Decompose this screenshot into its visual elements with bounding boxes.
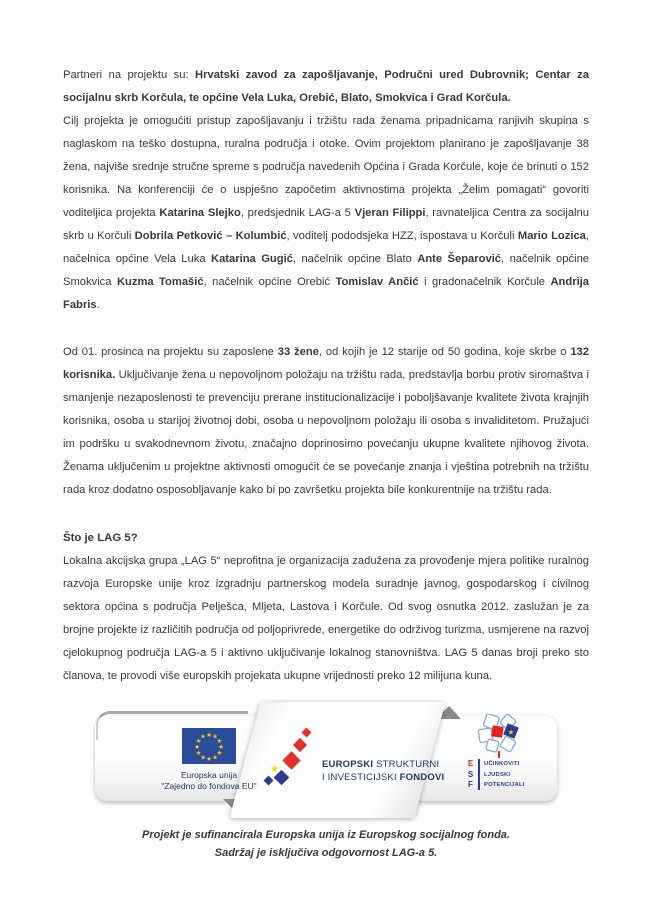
esif-text-bold1: EUROPSKI — [322, 759, 374, 770]
esf-flower-icon — [477, 714, 523, 758]
text-run: , načelnik općine Smokvica — [63, 253, 590, 288]
svg-text:★: ★ — [200, 732, 206, 741]
logo-banner — [95, 702, 557, 818]
esif-logo — [260, 716, 465, 806]
footer-disclaimer-line2: Sadržaj je isključiva odgovornost LAG-a 5. — [214, 847, 438, 859]
esf-word-3: POTENCIJALI — [484, 782, 525, 788]
svg-text:★: ★ — [218, 743, 224, 751]
svg-text:★: ★ — [216, 749, 223, 757]
esf-letters — [465, 759, 476, 791]
svg-text:★: ★ — [195, 749, 202, 757]
paragraph-employment — [63, 341, 589, 502]
text-run: Kuzma Tomašić — [116, 276, 204, 288]
document-body — [63, 64, 589, 688]
esf-words — [484, 759, 525, 791]
eu-flag-icon — [182, 728, 236, 764]
paragraph-lag5-description — [63, 550, 589, 688]
star-icon: ★ — [270, 764, 279, 775]
text-run: , ravnateljica Centra za socijalnu skrb u Korčuli — [63, 207, 589, 242]
text-run: Cilj projekta je omogućiti pristup zapošljavanju i tržištu rada ženama pripadnicama ranjivih skupina s naglaskom na teško dostupna, ruralna područja i otoke. Ovim projektom planirano je zapošljavanje 38 žena, najviše srednje stručne spreme s područja navedenih Općina i Grada Korčule, koje će brinuti o 152 korisnika. Na konferenciji će o uspješno započetim aktivnostima projekta „Želim pomagati“ govoriti voditeljica projekta — [63, 115, 589, 219]
text-run: Lokalna akcijska grupa „LAG 5“ neprofitna je organizacija zadužena za provođenje mjera politike ruralnog razvoja Europske unije kroz izgradnju partnerskog modela suradnje javnog, gospodarskog i civilnog sektora općina s područja Pelješca, Mljeta, Lastova i Korčule. Od svog osnutka 2012. zaslužan je za brojne projekte iz različitih područja od poljoprivrede, energetike do održivog turizma, usmjerene na razvoj cjelokupnog područja LAG-a 5 i aktivno uključivanje lokalnog stanovništva. LAG 5 danas broji preko sto članova, te provodi više europskih projekata ukupne vrijednosti preko 12 milijuna kuna. — [63, 555, 589, 682]
footer-disclaimer — [63, 826, 589, 862]
esf-text-row — [465, 759, 561, 791]
esf-word-1: UČINKOVITI — [484, 761, 520, 767]
svg-text:★: ★ — [200, 753, 206, 762]
esf-letter-s: S — [467, 769, 474, 779]
svg-text:★: ★ — [195, 737, 202, 745]
banner-content — [95, 702, 557, 818]
text-run: i gradonačelnik Korčule — [418, 276, 551, 288]
svg-text:★: ★ — [206, 755, 212, 763]
eu-logo-caption-line1: Europska unija — [180, 769, 238, 780]
esf-divider — [478, 759, 480, 790]
text-run: Mario Lozica — [517, 230, 586, 242]
text-run: Hrvatski zavod za zapošljavanje, Područni ured Dubrovnik; Centar za socijalnu skrb Korčula, te općine Vela Luka, Orebić, Blato, Smokvica i Grad Korčula. — [63, 69, 589, 104]
paragraph-project-goal — [63, 110, 589, 317]
esif-diamonds-icon — [262, 726, 317, 798]
svg-text:★: ★ — [212, 753, 218, 762]
esf-letter-e: E — [467, 759, 474, 768]
text-run: Uključivanje žena u nepovoljnom položaju na tržištu rada, predstavlja borbu protiv siromaštva i smanjenje nezaposlenosti te prevenciju prerane institucionalizacije i poboljšavanje kvalitete života krajnjih korisnika, osoba u starijoj životnoj dobi, osoba u nepovoljnom položaju ili osoba s invaliditetom. Pružajući im podršku u svakodnevnom životu, značajno doprinosimo povećanju ukupne kvalitete njihovog života. Ženama uključenim u projektne aktivnosti omogućit će se povećanje znanja i vještina potrebnih na tržištu rada kroz dodatno osposobljavanje kako bi po završetku projekta bile konkurentnije na tržištu rada. — [63, 369, 589, 496]
svg-text:★: ★ — [216, 737, 223, 745]
esif-logo-text — [322, 758, 444, 784]
text-run: Vjeran Filippi — [354, 207, 426, 219]
esif-text-start2: I INVESTICIJSKI — [322, 772, 400, 783]
text-run: Partneri na projektu su: — [63, 69, 196, 81]
text-run: , predsjednik LAG-a 5 — [240, 207, 355, 219]
text-run: . — [96, 299, 100, 311]
text-run: , od kojih je 12 starije od 50 godina, koje skrbe o — [318, 346, 571, 358]
svg-text:★: ★ — [206, 731, 212, 739]
text-run: Tomislav Ančić — [335, 276, 419, 288]
text-run: , načelnik općine Blato — [292, 253, 418, 265]
text-run: Ante Šeparović — [417, 253, 502, 265]
svg-text:★: ★ — [212, 732, 218, 741]
text-run: 132 korisnika. — [63, 346, 589, 381]
svg-text:★: ★ — [507, 728, 515, 737]
footer-disclaimer-line1: Projekt je sufinancirala Europska unija iz Europskog socijalnog fonda. — [142, 829, 510, 841]
esf-word-2: LJUDSKI — [484, 771, 511, 778]
eu-logo-caption-line2: "Zajedno do fondova EU" — [161, 781, 257, 791]
text-run: , načelnica općine Vela Luka — [63, 230, 589, 265]
section-heading: Što je LAG 5? — [63, 532, 138, 544]
text-run: Andrija Fabris — [63, 276, 590, 311]
text-run: Dobrila Petković – Kolumbić — [134, 230, 287, 242]
esf-logo — [465, 714, 561, 791]
eu-logo — [143, 728, 275, 793]
text-run: 33 žene — [277, 346, 319, 358]
text-run: , voditelj pododsjeka HZZ, ispostava u Korčuli — [286, 230, 518, 242]
text-run: Katarina Slejko — [159, 207, 241, 219]
esif-text-rest1: STRUKTURNI — [373, 759, 440, 770]
svg-text:★: ★ — [194, 743, 200, 751]
text-run: Od 01. prosinca na projektu su zaposlene — [63, 346, 278, 358]
text-run: Katarina Gugić — [211, 253, 293, 265]
text-run: , načelnik općine Orebić — [203, 276, 336, 288]
esif-text-bold2: FONDOVI — [399, 772, 445, 783]
paragraph-partners — [63, 64, 589, 110]
esf-letter-f: F — [468, 780, 473, 789]
